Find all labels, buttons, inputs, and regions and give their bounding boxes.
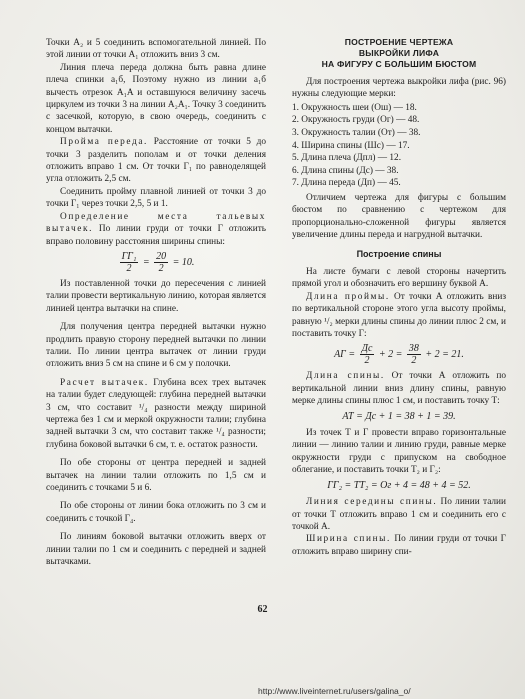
paragraph — [292, 533, 506, 558]
paragraph: Отличием чертежа для фигуры с большим бюстом по сравнению с чертежом для пропорционально-сложенной фигуры является увеличение длины переда и нагрудной вытачки. — [292, 192, 506, 241]
paragraph: Для получения центра передней вытачки нужно продлить правую сторону передней вытачки по линии талии. По линии центра вытачек от линии груди отложить вниз 5 см на спине и 6 см у полочки. — [46, 322, 266, 370]
paragraph: Из поставленной точки до пересечения с линией талии провести вертикальную линию, которая является линией центра вытачки на спине. — [46, 278, 266, 314]
run-in-title: Длина проймы. — [306, 291, 390, 302]
paragraph — [292, 370, 506, 407]
paragraph: Соединить пройму плавной линией от точки 3 до точки Г₁ через точки 2,5, 5 и 1. — [46, 186, 266, 210]
subsection-heading: Построение спины — [356, 248, 442, 259]
paragraph-text: От точки А отложить вниз по вертикальной стороне этого угла высоту проймы, равную ¹/₂ мерки длины спины до линии плюс 2 см, и поставить точку Г: — [292, 291, 506, 340]
run-in-title: Длина спины. — [306, 371, 385, 382]
left-column — [46, 37, 266, 568]
paragraph: По обе стороны от линии бока отложить по 3 см и соединить с точкой Г₄. — [46, 501, 266, 524]
page-number: 62 — [257, 604, 268, 615]
paragraph: По линиям боковой вытачки отложить вверх от линии талии по 1 см и соединить с передней и задней вытачками. — [46, 532, 266, 568]
list-item: 4. Ширина спины (Шс) — 17. — [292, 140, 410, 151]
fraction: $\frac{Дс}{2}$ — [361, 343, 373, 367]
paragraph-text: По линии груди от точки Г отложить вправо ширину спи- — [292, 534, 507, 557]
paragraph: Линия плеча переда должна быть равна длине плеча спинки а₁б, Поэтому нужно из линии а₁б вычесть отрезок A₁A и оставшуюся величину засечь циркулем из точки 3 на линии A₂A₁. Точку 3 соединить с засечкой, которую, в свою очередь, соединить с концом вытачки. — [46, 62, 266, 135]
paragraph — [292, 496, 506, 533]
paragraph — [46, 377, 266, 451]
source-url-watermark: http://www.liveinternet.ru/users/galina_o/ — [258, 686, 411, 696]
measurements-list — [292, 102, 506, 190]
list-item: 3. Окружность талии (От) — 38. — [292, 128, 421, 138]
section-heading: ПОСТРОЕНИЕ ЧЕРТЕЖА ВЫКРОЙКИ ЛИФА НА ФИГУРУ С БОЛЬШИМ БЮСТОМ — [321, 37, 477, 69]
paragraph: Для построения чертежа выкройки лифа (рис. 96) нужны следующие мерки: — [292, 77, 506, 100]
fraction: $\frac{20}{2}$ — [156, 250, 167, 274]
paragraph-text: Расстояние от точки 5 до точки 3 разделить пополам и от точки деления отложить вправо 1 см. От точки Г₁ по равноделящей угла отложить 2,5 см. — [46, 137, 266, 185]
paragraph — [46, 211, 266, 248]
paragraph — [292, 291, 506, 341]
run-in-title: Линия середины спины. — [306, 497, 438, 508]
formula-armhole: АГ = $\frac{Дс}{2}$ + 2 = $\frac{38}{2}$ + 2 = 21. — [334, 343, 464, 367]
list-item: 7. Длина переда (Дп) — 45. — [292, 178, 401, 189]
fraction: $\frac{38}{2}$ — [408, 343, 419, 367]
paragraph: На листе бумаги с левой стороны начертить прямой угол и обозначить его вершину буквой А. — [292, 267, 506, 290]
run-in-title: Ширина спины. — [306, 534, 391, 545]
run-in-title: Определение места тальевых вытачек. — [46, 211, 266, 235]
paragraph-text: По линии талии от точки Т отложить вправо 1 см и соединить его с точкой А. — [292, 497, 506, 532]
list-item: 1. Окружность шеи (Ош) — 18. — [292, 102, 417, 113]
right-column — [292, 37, 506, 558]
paragraph: По обе стороны от центра передней и задней вытачек на линии талии отложить по 1,5 см и соединить с точками 5 и 6. — [46, 458, 266, 493]
list-item: 5. Длина плеча (Дпл) — 12. — [292, 153, 402, 164]
paragraph: Точки A₂ и 5 соединить вспомогательной линией. По этой линии от точки A₁ отложить вниз 3 см. — [46, 38, 266, 61]
list-item: 6. Длина спины (Дс) — 38. — [292, 165, 399, 176]
paragraph-text: По линии груди от точки Г отложить вправо половину расстояния ширины спины: — [46, 224, 266, 247]
paragraph — [46, 136, 266, 186]
formula-back-width: $\frac{\text{ГГ₁}}{2}$ = $\frac{20}{2}$ = 10. — [121, 250, 195, 274]
formula-back-length: АТ = Дс + 1 = 38 + 1 = 39. — [342, 410, 456, 422]
list-item: 2. Окружность груди (Ог) — 48. — [292, 115, 420, 126]
paragraph-text: Глубина всех трех вытачек на талии будет следующей: глубина передней вытачки 3 см, что составит ¹/₄ разности между шириной чертежа без 1 см и меркой окружности талии; глубина задней вытачки 3 см, что составит также ¹/₄ разности; глубина боковой вытачки 6 см, т. е. остаток разности. — [46, 377, 266, 450]
paragraph-text: От точки А отложить по вертикальной линии вниз длину спины, равную мерке длины спины плюс 1 см, и поставить точку Т: — [292, 371, 506, 407]
fraction: $\frac{\text{ГГ₁}}{2}$ — [121, 250, 137, 274]
formula-chest-line: ГГ₂ = ТТ₂ = Ог + 4 = 48 + 4 = 52. — [327, 479, 471, 491]
run-in-title: Пройма переда. — [60, 137, 148, 148]
paragraph: Из точек Т и Г провести вправо горизонтальные линии — линию талии и линию груди, равные мерке окружности груди с припуском на свободное облегание, и поставить точки Т₂ и Г₂: — [292, 428, 506, 476]
run-in-title: Расчет вытачек. — [60, 377, 149, 388]
